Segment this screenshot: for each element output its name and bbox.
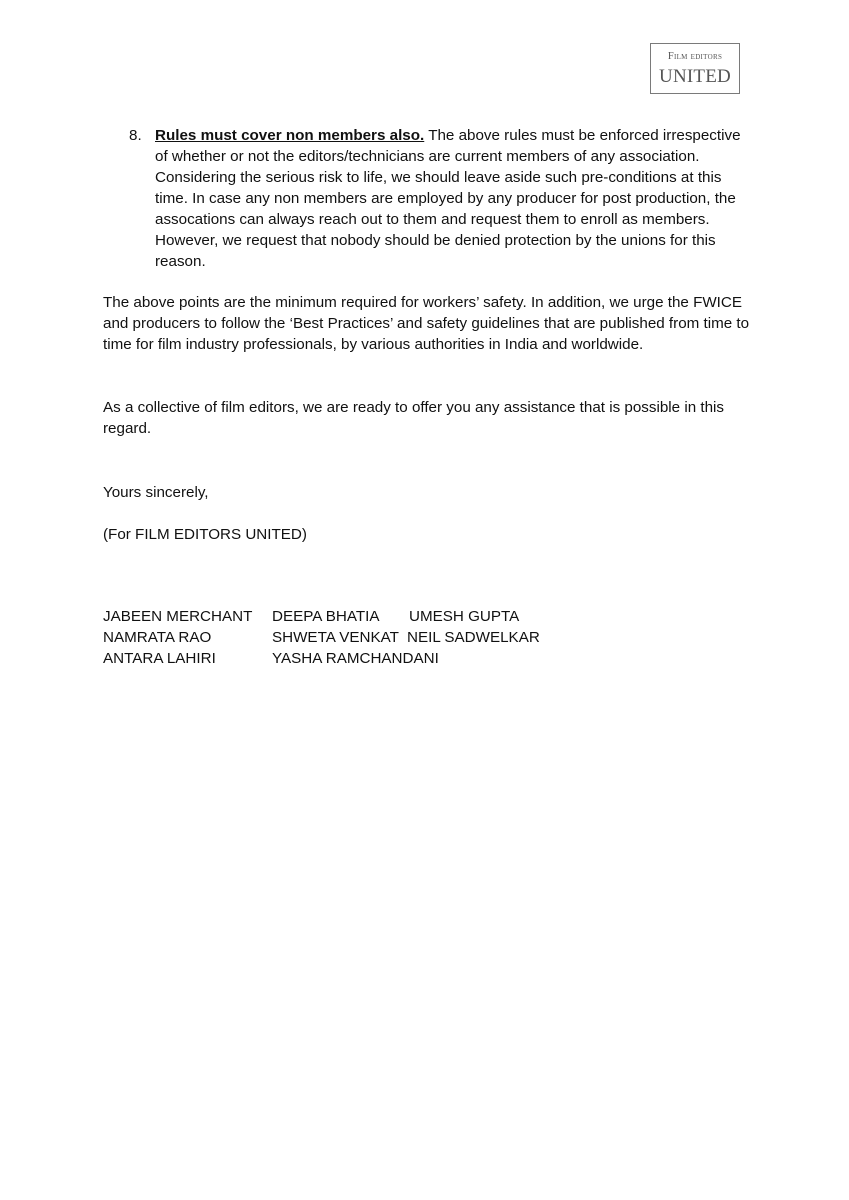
list-item-heading: Rules must cover non members also.: [155, 127, 425, 144]
list-item-number: 8.: [129, 127, 142, 144]
list-item-text: The above rules must be enforced irrespective of whether or not the editors/technicians are current members of any association. Considering the serious risk to life, we should leave aside such pre-conditions at this time. In case any non members are employed by any producer for post production, the assocations can always reach out to them and request them to enroll as members. However, we request that nobody should be denied protection by the unions for this reason.: [155, 127, 741, 270]
closing-salutation: Yours sincerely,: [103, 484, 209, 501]
film-editors-united-logo: [650, 43, 740, 94]
logo-line-1: Film editors: [667, 51, 723, 62]
signatory-name: DEEPA BHATIA: [272, 608, 380, 625]
signatory-name: NAMRATA RAO: [103, 629, 212, 646]
signatory-name: UMESH GUPTA: [409, 608, 520, 625]
signatory-name: NEIL SADWELKAR: [407, 629, 540, 646]
signatory-name: ANTARA LAHIRI: [103, 650, 216, 667]
list-item-8: [129, 125, 755, 272]
signatory-name: SHWETA VENKAT: [272, 629, 399, 646]
signing-organization: (For FILM EDITORS UNITED): [103, 526, 307, 543]
signatory-name: JABEEN MERCHANT: [103, 608, 253, 625]
paragraph-minimum-safety: The above points are the minimum required for workers’ safety. In addition, we urge the FWICE and producers to follow the ‘Best Practices’ and safety guidelines that are published from time to time for film industry professionals, by various authorities in India and worldwide.: [103, 294, 750, 353]
logo-line-2: UNITED: [659, 66, 731, 87]
paragraph-assistance-offer: As a collective of film editors, we are ready to offer you any assistance that is possible in this regard.: [103, 399, 725, 437]
signatory-name: YASHA RAMCHANDANI: [272, 650, 439, 667]
